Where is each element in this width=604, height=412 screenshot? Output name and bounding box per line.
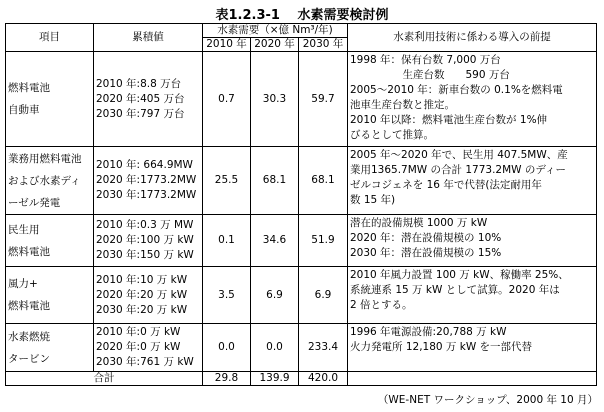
item-cell [6, 215, 94, 267]
premise-notes-line: 系統連系 15 万 kW として試算。2020 年は [350, 284, 560, 296]
value-2010: 3.5 [203, 267, 251, 324]
premise-notes-line: 生産台数 590 万台 [350, 69, 510, 81]
premise-notes-line: びるとして推算。 [350, 129, 434, 141]
header-2030: 2030 年 [299, 38, 348, 52]
cumulative-cell-line: 2010 年:8.8 万台 [96, 77, 182, 90]
premise-notes [348, 324, 597, 372]
premise-notes-line: 1998 年：保有台数 7,000 万台 [350, 54, 501, 66]
table-row [6, 147, 597, 215]
cumulative-cell-line: 2030 年:20 万 kW [96, 303, 188, 316]
table-row [6, 215, 597, 267]
premise-notes-line: 1996 年電源設備:20,788 万 kW [350, 326, 507, 338]
premise-notes [348, 52, 597, 147]
premise-notes-line: 2005 年～2020 年で、民生用 407.5MW、産 [350, 149, 568, 161]
table-row [6, 324, 597, 372]
cumulative-cell [94, 52, 203, 147]
cumulative-cell-line: 2010 年:10 万 kW [96, 273, 188, 286]
total-premise-empty [348, 372, 597, 386]
premise-notes-line: 池車生産台数と推定。 [350, 99, 455, 111]
table-body [6, 24, 597, 386]
premise-notes-line: 2020 年：潜在設備規模の 10% [350, 232, 502, 244]
value-2030: 233.4 [299, 324, 348, 372]
premise-notes-line: ゼルコジェネを 16 年で代替(法定耐用年 [350, 179, 542, 191]
value-2020: 30.3 [251, 52, 299, 147]
item-cell-line: および水素ディ [8, 174, 81, 187]
header-2020: 2020 年 [251, 38, 299, 52]
item-cell-line: タービン [8, 352, 50, 365]
cumulative-cell-line: 2010 年:0 万 kW [96, 326, 181, 338]
header-cumulative: 累積値 [94, 24, 203, 52]
value-2030: 6.9 [299, 267, 348, 324]
table-row [6, 52, 597, 147]
table-title: 表1.2.3-1 水素需要検討例 [215, 8, 389, 23]
premise-notes-line: 潜在的設備規模 1000 万 kW [350, 217, 488, 229]
header-premise: 水素利用技術に係わる導入の前提 [348, 24, 597, 52]
value-2010: 0.7 [203, 52, 251, 147]
cumulative-cell-line: 2020 年:100 万 kW [96, 234, 194, 246]
cumulative-cell [94, 147, 203, 215]
source-note: （WE-NET ワークショップ、2000 年 10 月） [377, 394, 598, 406]
premise-notes-line: 2010 年風力設置 100 万 kW、稼働率 25%、 [350, 269, 569, 281]
item-cell [6, 267, 94, 324]
premise-notes [348, 267, 597, 324]
item-cell-line: ーゼル発電 [8, 196, 61, 209]
item-cell-line: 自動車 [8, 104, 40, 116]
value-2010: 0.1 [203, 215, 251, 267]
cumulative-cell-line: 2020 年:20 万 kW [96, 288, 188, 301]
header-demand-group: 水素需要（×億 Nm³/年) [203, 24, 348, 38]
cumulative-cell [94, 324, 203, 372]
value-2010: 0.0 [203, 324, 251, 372]
value-2030: 59.7 [299, 52, 348, 147]
total-2020: 139.9 [251, 372, 299, 386]
premise-notes-line: 2010 年以降：燃料電池生産台数が 1%伸 [350, 114, 548, 126]
cumulative-cell [94, 267, 203, 324]
item-cell-line: 風力+ [8, 278, 38, 290]
total-row [6, 372, 597, 386]
item-cell-line: 業務用燃料電池 [8, 152, 82, 165]
value-2020: 34.6 [251, 215, 299, 267]
total-2010: 29.8 [203, 372, 251, 386]
premise-notes [348, 147, 597, 215]
cumulative-cell-line: 2020 年:1773.2MW [96, 174, 197, 186]
value-2020: 68.1 [251, 147, 299, 215]
item-cell-line: 水素燃焼 [8, 330, 50, 343]
premise-notes [348, 215, 597, 267]
item-cell [6, 324, 94, 372]
item-cell [6, 52, 94, 147]
premise-notes-line: 2 倍とする。 [350, 299, 413, 311]
cumulative-cell-line: 2020 年:405 万台 [96, 92, 185, 105]
value-2020: 0.0 [251, 324, 299, 372]
premise-notes-line: 2005～2010 年：新車台数の 0.1%を燃料電 [350, 84, 563, 96]
value-2010: 25.5 [203, 147, 251, 215]
premise-notes-line: 火力発電所 12,180 万 kW を一部代替 [350, 341, 533, 353]
cumulative-cell-line: 2030 年:150 万 kW [96, 249, 194, 261]
premise-notes-line: 数 15 年) [350, 194, 396, 206]
table-row [6, 267, 597, 324]
value-2030: 51.9 [299, 215, 348, 267]
value-2030: 68.1 [299, 147, 348, 215]
premise-notes-line: 2030 年：潜在設備規模の 15% [350, 247, 502, 259]
item-cell [6, 147, 94, 215]
hydrogen-demand-table [5, 23, 597, 386]
item-cell-line: 燃料電池 [8, 82, 50, 94]
value-2020: 6.9 [251, 267, 299, 324]
premise-notes-line: 業用1365.7MW の合計 1773.2MW のディー [350, 164, 567, 176]
header-row-1 [6, 24, 597, 38]
cumulative-cell [94, 215, 203, 267]
cumulative-cell-line: 2010 年: 664.9MW [96, 159, 193, 171]
header-item: 項目 [6, 24, 94, 52]
header-2010: 2010 年 [203, 38, 251, 52]
item-cell-line: 民生用 [8, 223, 40, 236]
item-cell-line: 燃料電池 [8, 300, 50, 312]
cumulative-cell-line: 2030 年:797 万台 [96, 107, 185, 120]
cumulative-cell-line: 2010 年:0.3 万 MW [96, 219, 194, 231]
total-2030: 420.0 [299, 372, 348, 386]
cumulative-cell-line: 2030 年:761 万 kW [96, 356, 194, 368]
item-cell-line: 燃料電池 [8, 245, 50, 258]
cumulative-cell-line: 2030 年:1773.2MW [96, 189, 197, 201]
cumulative-cell-line: 2020 年:0 万 kW [96, 341, 181, 353]
total-label: 合計 [6, 372, 203, 386]
